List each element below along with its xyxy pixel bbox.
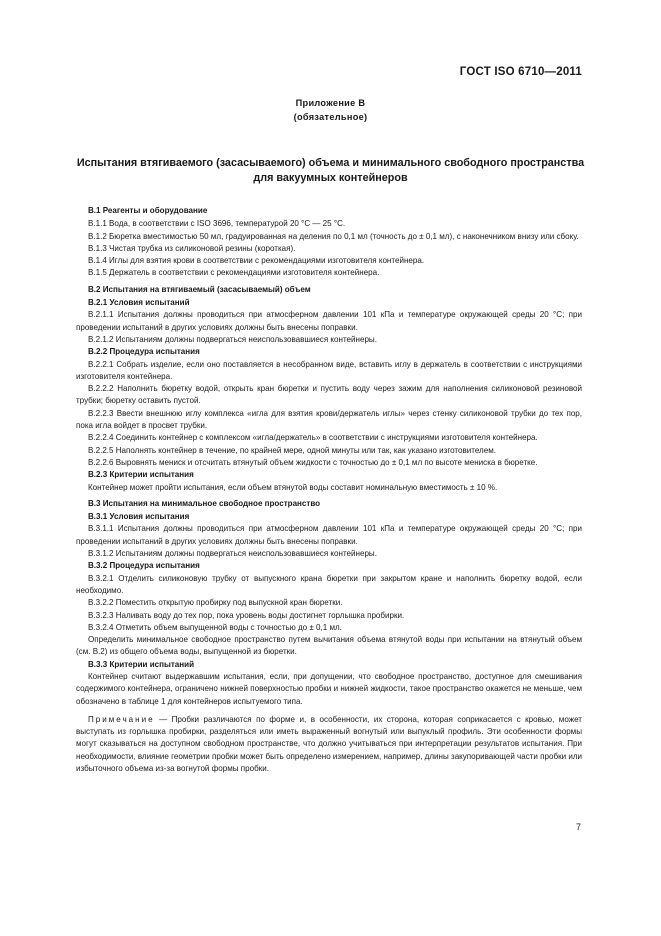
paragraph-b3-1-2: В.3.1.2 Испытаниям должны подвергаться неиспользовавшиеся контейнеры.	[88, 549, 377, 559]
paragraph-b2-2-5: В.2.2.5 Наполнять контейнер в течение, по крайней мере, одной минуты или так, как указано изготовителем.	[88, 445, 496, 455]
paragraph-b3-2-1: В.3.2.1 Отделить силиконовую трубку от выпускного крана бюретки при закрытом кране и наполнить бюретку водой, если необходимо.	[76, 573, 582, 595]
heading-b3: В.3 Испытания на минимальное свободное пространство	[88, 498, 321, 508]
paragraph-b1-1: В.1.1 Вода, в соответствии с ISO 3696, температурой 20 °С — 25 °С.	[88, 219, 346, 229]
document-code: ГОСТ ISO 6710—2011	[459, 66, 582, 78]
note-text: — Пробки различаются по форме и, в особенности, их сторона, которая соприкасается с кровью, может выступать из горлышка пробирки, разделяться или иметь выраженный вогнутый или выпуклый профиль. Эти особенности формы могут сказываться на доступном свободном пространстве, что должно учитываться при интерпретации результатов испытания. При необходимости, влияние геометрии пробки может быть определено измерением, например, длины закупоривающей части пробки или избыточного объема из-за вогнутой формы пробки.	[76, 714, 583, 774]
paragraph-b2-2-2: В.2.2.2 Наполнить бюретку водой, открыть кран бюретки и пустить воду через зажим для наполнения силиконовой резиновой трубки; бюретку оставить пустой.	[76, 384, 582, 406]
paragraph-b1-3: В.1.3 Чистая трубка из силиконовой резины (короткая).	[88, 243, 296, 253]
paragraph-b3-3: Контейнер считают выдержавшим испытания, если, при допущении, что свободное пространство, доступное для смешивания содержимого контейнера, ограничено нижней поверхностью пробки и нижней жидкости, такое пространство окажется не меньше, чем обозначено в таблице 1 для контейнеров испытуемого типа.	[76, 671, 582, 706]
paragraph-b3-1-1: В.3.1.1 Испытания должны проводиться при атмосферном давлении 101 кПа и температуре окружающей среды 20 °С; при проведении испытаний в других условиях должны быть внесены поправки.	[76, 524, 582, 546]
title-line-2: для вакуумных контейнеров	[253, 172, 408, 184]
heading-b2-2: В.2.2 Процедура испытания	[88, 347, 200, 357]
paragraph-b2-3: Контейнер может пройти испытания, если объем втянутой воды составит номинальную вместимость ± 10 %.	[88, 482, 498, 492]
paragraph-b1-2: В.1.2 Бюретка вместимостью 50 мл, градуированная на деления по 0,1 мл (точность до ± 0,1 мл), с наконечником внизу или сбоку.	[88, 231, 579, 241]
heading-b1: В.1 Реагенты и оборудование	[88, 206, 208, 215]
document-body	[76, 201, 582, 775]
paragraph-b3-2-text: Определить минимальное свободное пространство путем вычитания объема втянутой воды при испытании на втянутый объем (см. В.2) из общего объема воды, выпущенной из бюретки.	[76, 635, 582, 657]
paragraph-b3-2-3: В.3.2.3 Наливать воду до тех пор, пока уровень воды достигнет горлышка пробирки.	[88, 610, 405, 620]
annex-heading	[0, 96, 661, 124]
note	[76, 714, 582, 775]
page-number: 7	[575, 822, 581, 832]
paragraph-b2-1-1: В.2.1.1 Испытания должны проводиться при атмосферном давлении 101 кПа и температуре окружающей среды 20 °С; при проведении испытаний в других условиях должны быть внесены поправки.	[76, 310, 582, 332]
annex-label: Приложение В	[295, 98, 366, 108]
heading-b2: В.2 Испытания на втягиваемый (засасываемый) объем	[88, 284, 311, 294]
heading-b3-2: В.3.2 Процедура испытания	[88, 561, 200, 571]
paragraph-b2-1-2: В.2.1.2 Испытаниям должны подвергаться неиспользовавшиеся контейнеры.	[88, 334, 377, 344]
paragraph-b3-2-2: В.3.2.2 Поместить открытую пробирку под выпускной кран бюретки.	[88, 598, 343, 608]
annex-status: (обязательное)	[293, 112, 368, 122]
heading-b2-1: В.2.1 Условия испытаний	[88, 298, 190, 308]
heading-b2-3: В.2.3 Критерии испытания	[88, 470, 194, 480]
heading-b3-3: В.3.3 Критерии испытаний	[88, 659, 195, 669]
paragraph-b2-2-3: В.2.2.3 Ввести внешнюю иглу комплекса «игла для взятия крови/держатель иглы» через стенку силиконовой трубки до тех пор, пока игла войдет в просвет трубки.	[76, 408, 582, 431]
paragraph-b3-2-4: В.3.2.4 Отметить объем выпущенной воды с точностью до ± 0,1 мл.	[88, 622, 342, 632]
paragraph-b1-5: В.1.5 Держатель в соответствии с рекомендациями изготовителя контейнера.	[88, 268, 380, 278]
paragraph-b2-2-4: В.2.2.4 Соединить контейнер с комплексом «игла/держатель» в соответствии с инструкциями изготовителя контейнера.	[88, 433, 538, 443]
paragraph-b2-2-6: В.2.2.6 Выровнять мениск и отсчитать втянутый объем жидкости с точностью до ± 0,1 мл по высоте мениска в бюретке.	[88, 457, 538, 467]
note-label: Примечание	[88, 714, 155, 724]
section-title	[70, 156, 591, 186]
paragraph-b2-2-1: В.2.2.1 Собрать изделие, если оно поставляется в несобранном виде, вставить иглу в держатель в соответствии с инструкциями изготовителя контейнера.	[76, 359, 582, 381]
title-line-1: Испытания втягиваемого (засасываемого) объема и минимального свободного пространства	[76, 157, 585, 169]
heading-b3-1: В.3.1 Условия испытания	[88, 512, 190, 522]
paragraph-b1-4: В.1.4 Иглы для взятия крови в соответствии с рекомендациями изготовителя контейнера.	[88, 256, 425, 266]
